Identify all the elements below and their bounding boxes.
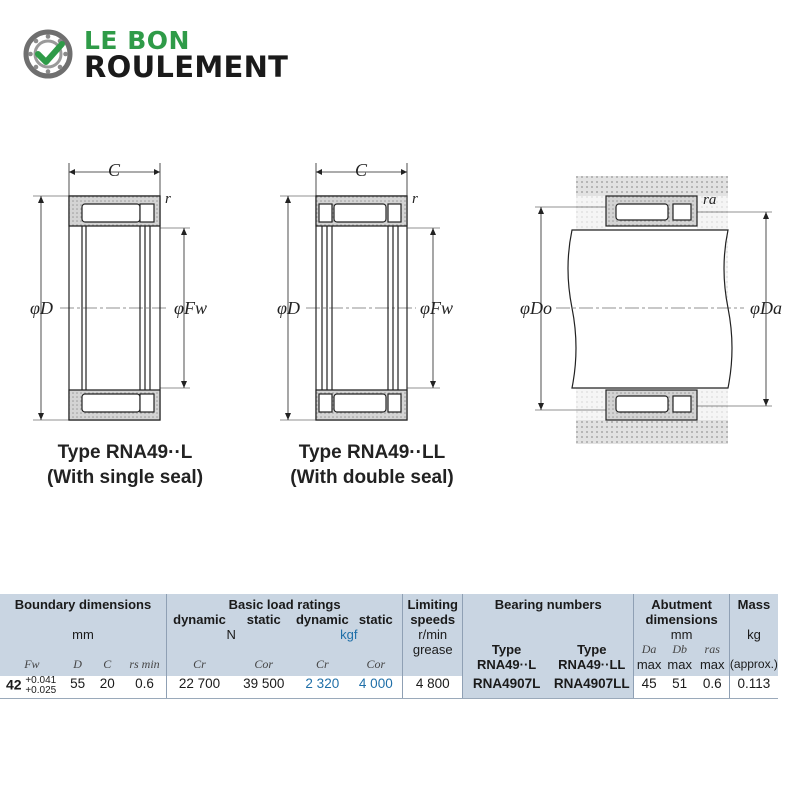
header-boundary: Boundary dimensions <box>14 597 152 612</box>
sym-rs-min: rs min <box>129 657 160 671</box>
header-abutment-2: dimensions <box>634 612 729 627</box>
header-bearing-numbers: Bearing numbers <box>463 594 634 612</box>
cell-number-l: RNA4907L <box>463 676 551 699</box>
sym-ras: ras <box>704 642 720 656</box>
caption-single-seal-type: Type RNA49··L <box>57 442 193 463</box>
cell-cr-n: 22 700 <box>166 676 232 699</box>
sym-db: Db <box>672 642 688 656</box>
header-speed-1: Limiting <box>403 594 463 612</box>
unit-kg: kg <box>729 627 778 642</box>
cell-fw: 42 <box>6 676 22 693</box>
header-dynamic-n: dynamic <box>166 612 232 627</box>
left-dim-d: φD <box>30 298 53 318</box>
cell-c: 20 <box>91 676 123 699</box>
right-dim-ra: ra <box>703 192 717 208</box>
header-static-n: static <box>246 612 281 627</box>
sym-cor-kgf: Cor <box>366 657 386 671</box>
middle-dim-r: r <box>412 191 418 207</box>
header-db-max: max <box>667 657 692 672</box>
middle-dim-d: φD <box>277 298 300 318</box>
sym-cr-n: Cr <box>166 657 232 676</box>
unit-n: N <box>166 627 295 642</box>
left-dim-r: r <box>165 191 171 207</box>
cell-mass: 0.113 <box>729 676 778 699</box>
sym-da: Da <box>634 642 664 657</box>
cell-rs-min: 0.6 <box>123 676 166 699</box>
header-mass: Mass <box>729 594 778 612</box>
cell-db: 51 <box>664 676 696 699</box>
brand-line1: LE BON <box>84 26 190 55</box>
left-dim-fw: φFw <box>174 298 207 318</box>
header-static-kgf: static <box>358 612 393 627</box>
caption-double-seal-desc: (With double seal) <box>290 467 454 488</box>
header-abutment-1: Abutment <box>634 594 729 612</box>
cell-d: 55 <box>64 676 92 699</box>
middle-dim-c: C <box>355 160 368 180</box>
sym-cr-kgf: Cr <box>315 657 329 671</box>
cell-da: 45 <box>634 676 664 699</box>
header-approx: (approx.) <box>729 657 778 676</box>
bearing-check-icon <box>22 28 78 84</box>
sym-c: C <box>103 657 112 671</box>
sym-cor-n: Cor <box>254 657 274 671</box>
unit-kgf: kgf <box>340 627 358 642</box>
unit-abutment-mm: mm <box>634 627 729 642</box>
cell-cor-kgf: 4 000 <box>349 676 403 699</box>
header-ras-max: max <box>699 657 725 672</box>
header-type-ll-2: RNA49··LL <box>558 657 626 672</box>
cell-speed: 4 800 <box>403 676 463 699</box>
cell-cor-n: 39 500 <box>232 676 295 699</box>
right-dim-da: φDa <box>750 298 782 318</box>
header-speed-2: speeds <box>403 612 463 627</box>
header-da-max: max <box>634 657 664 676</box>
right-dim-do: φDo <box>520 298 552 318</box>
cell-fw-tol-upper: +0.041 <box>25 675 57 686</box>
unit-rpm: r/min <box>403 627 463 642</box>
left-dim-c: C <box>108 160 121 180</box>
sym-fw: Fw <box>24 657 40 671</box>
brand-logo <box>22 26 302 86</box>
header-type-l-1: Type <box>463 642 551 657</box>
caption-single-seal-desc: (With single seal) <box>46 467 204 488</box>
caption-double-seal-type: Type RNA49··LL <box>298 442 446 463</box>
cell-fw-tol-lower: +0.025 <box>25 685 57 696</box>
unit-boundary-mm: mm <box>72 627 94 642</box>
header-dynamic-kgf: dynamic <box>295 612 349 627</box>
cell-cr-kgf: 2 320 <box>295 676 349 699</box>
caption-single-seal <box>20 440 230 490</box>
header-grease: grease <box>403 642 463 657</box>
cell-ras: 0.6 <box>696 676 730 699</box>
sym-d: D <box>73 657 82 671</box>
drawing-mounting <box>535 176 772 444</box>
header-type-ll-1: Type <box>577 642 607 657</box>
caption-double-seal <box>262 440 482 490</box>
header-load-ratings: Basic load ratings <box>166 594 402 612</box>
header-type-l-2: RNA49··L <box>463 657 551 676</box>
spec-table <box>0 594 778 699</box>
brand-line2: ROULEMENT <box>84 50 289 84</box>
middle-dim-fw: φFw <box>420 298 453 318</box>
bearing-drawings <box>0 150 800 450</box>
table-row <box>0 676 778 699</box>
cell-number-ll: RNA4907LL <box>550 676 634 699</box>
